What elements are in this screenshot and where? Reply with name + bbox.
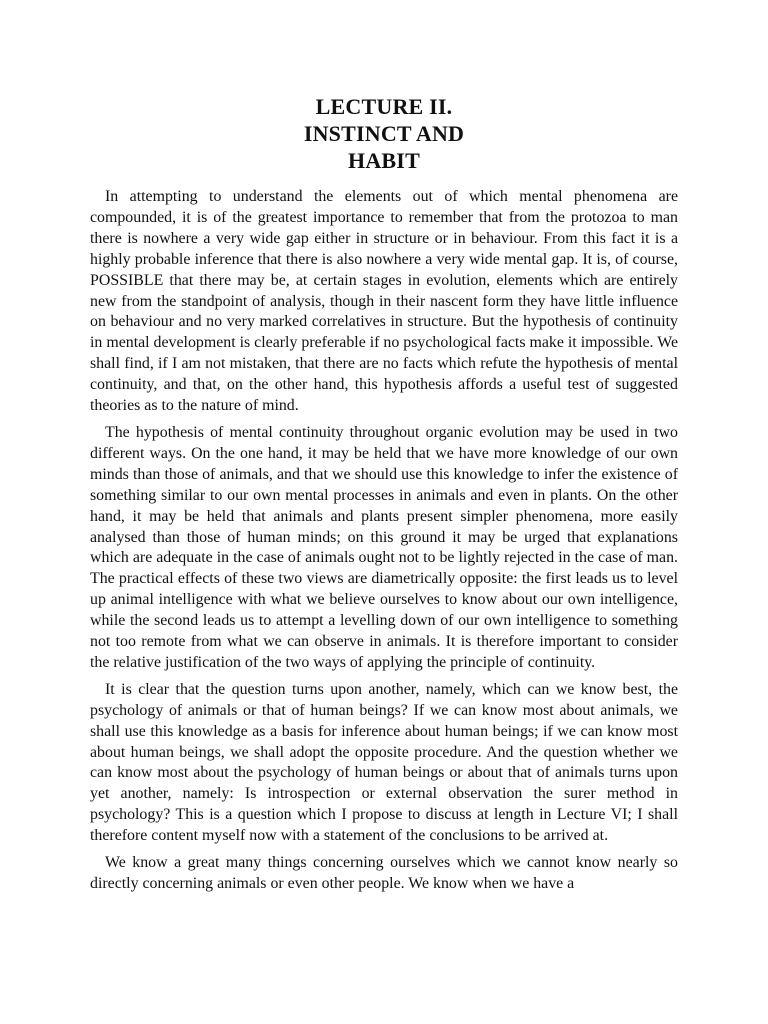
lecture-heading <box>0 93 768 174</box>
paragraph: It is clear that the question turns upon another, namely, which can we know best, the psychology of animals or that of human beings? If we can know most about animals, we shall use this knowledge as a basis for inference about human beings; if we can know most about human beings, we shall adopt the opposite procedure. And the question whether we can know most about the psychology of human beings or about that of animals turns upon yet another, namely: Is introspection or external observation the surer method in psychology? This is a question which I propose to discuss at length in Lecture VI; I shall therefore content myself now with a statement of the conclusions to be arrived at. <box>90 680 678 845</box>
paragraph: The hypothesis of mental continuity throughout organic evolution may be used in two different ways. On the one hand, it may be held that we have more knowledge of our own minds than those of animals, and that we should use this knowledge to infer the existence of something similar to our own mental processes in animals and even in plants. On the other hand, it may be held that animals and plants present simpler phenomena, more easily analysed than those of human minds; on this ground it may be urged that explanations which are adequate in the case of animals ought not to be lightly rejected in the case of man. The practical effects of these two views are diametrically opposite: the first leads us to level up animal intelligence with what we believe ourselves to know about our own intelligence, while the second leads us to attempt a levelling down of our own intelligence to something not too remote from what we can observe in animals. It is therefore important to consider the relative justification of the two ways of applying the principle of continuity. <box>90 423 678 671</box>
lecture-title-line-1: INSTINCT AND <box>303 121 465 146</box>
lecture-title-line-2: HABIT <box>348 148 420 173</box>
paragraph: In attempting to understand the elements out of which mental phenomena are compounded, it is of the greatest importance to remember that from the protozoa to man there is nowhere a very wide gap either in structure or in behaviour. From this fact it is a highly probable inference that there is also nowhere a very wide mental gap. It is, of course, POSSIBLE that there may be, at certain stages in evolution, elements which are entirely new from the standpoint of analysis, though in their nascent form they have little influence on behaviour and no very marked correlatives in structure. But the hypothesis of continuity in mental development is clearly preferable if no psychological facts make it impossible. We shall find, if I am not mistaken, that there are no facts which refute the hypothesis of mental continuity, and that, on the other hand, this hypothesis affords a useful test of suggested theories as to the nature of mind. <box>90 188 678 415</box>
lecture-number: LECTURE II. <box>315 94 453 119</box>
paragraph: We know a great many things concerning ourselves which we cannot know nearly so directly concerning animals or even other people. We know when we have a <box>90 854 678 892</box>
lecture-body <box>90 187 678 901</box>
